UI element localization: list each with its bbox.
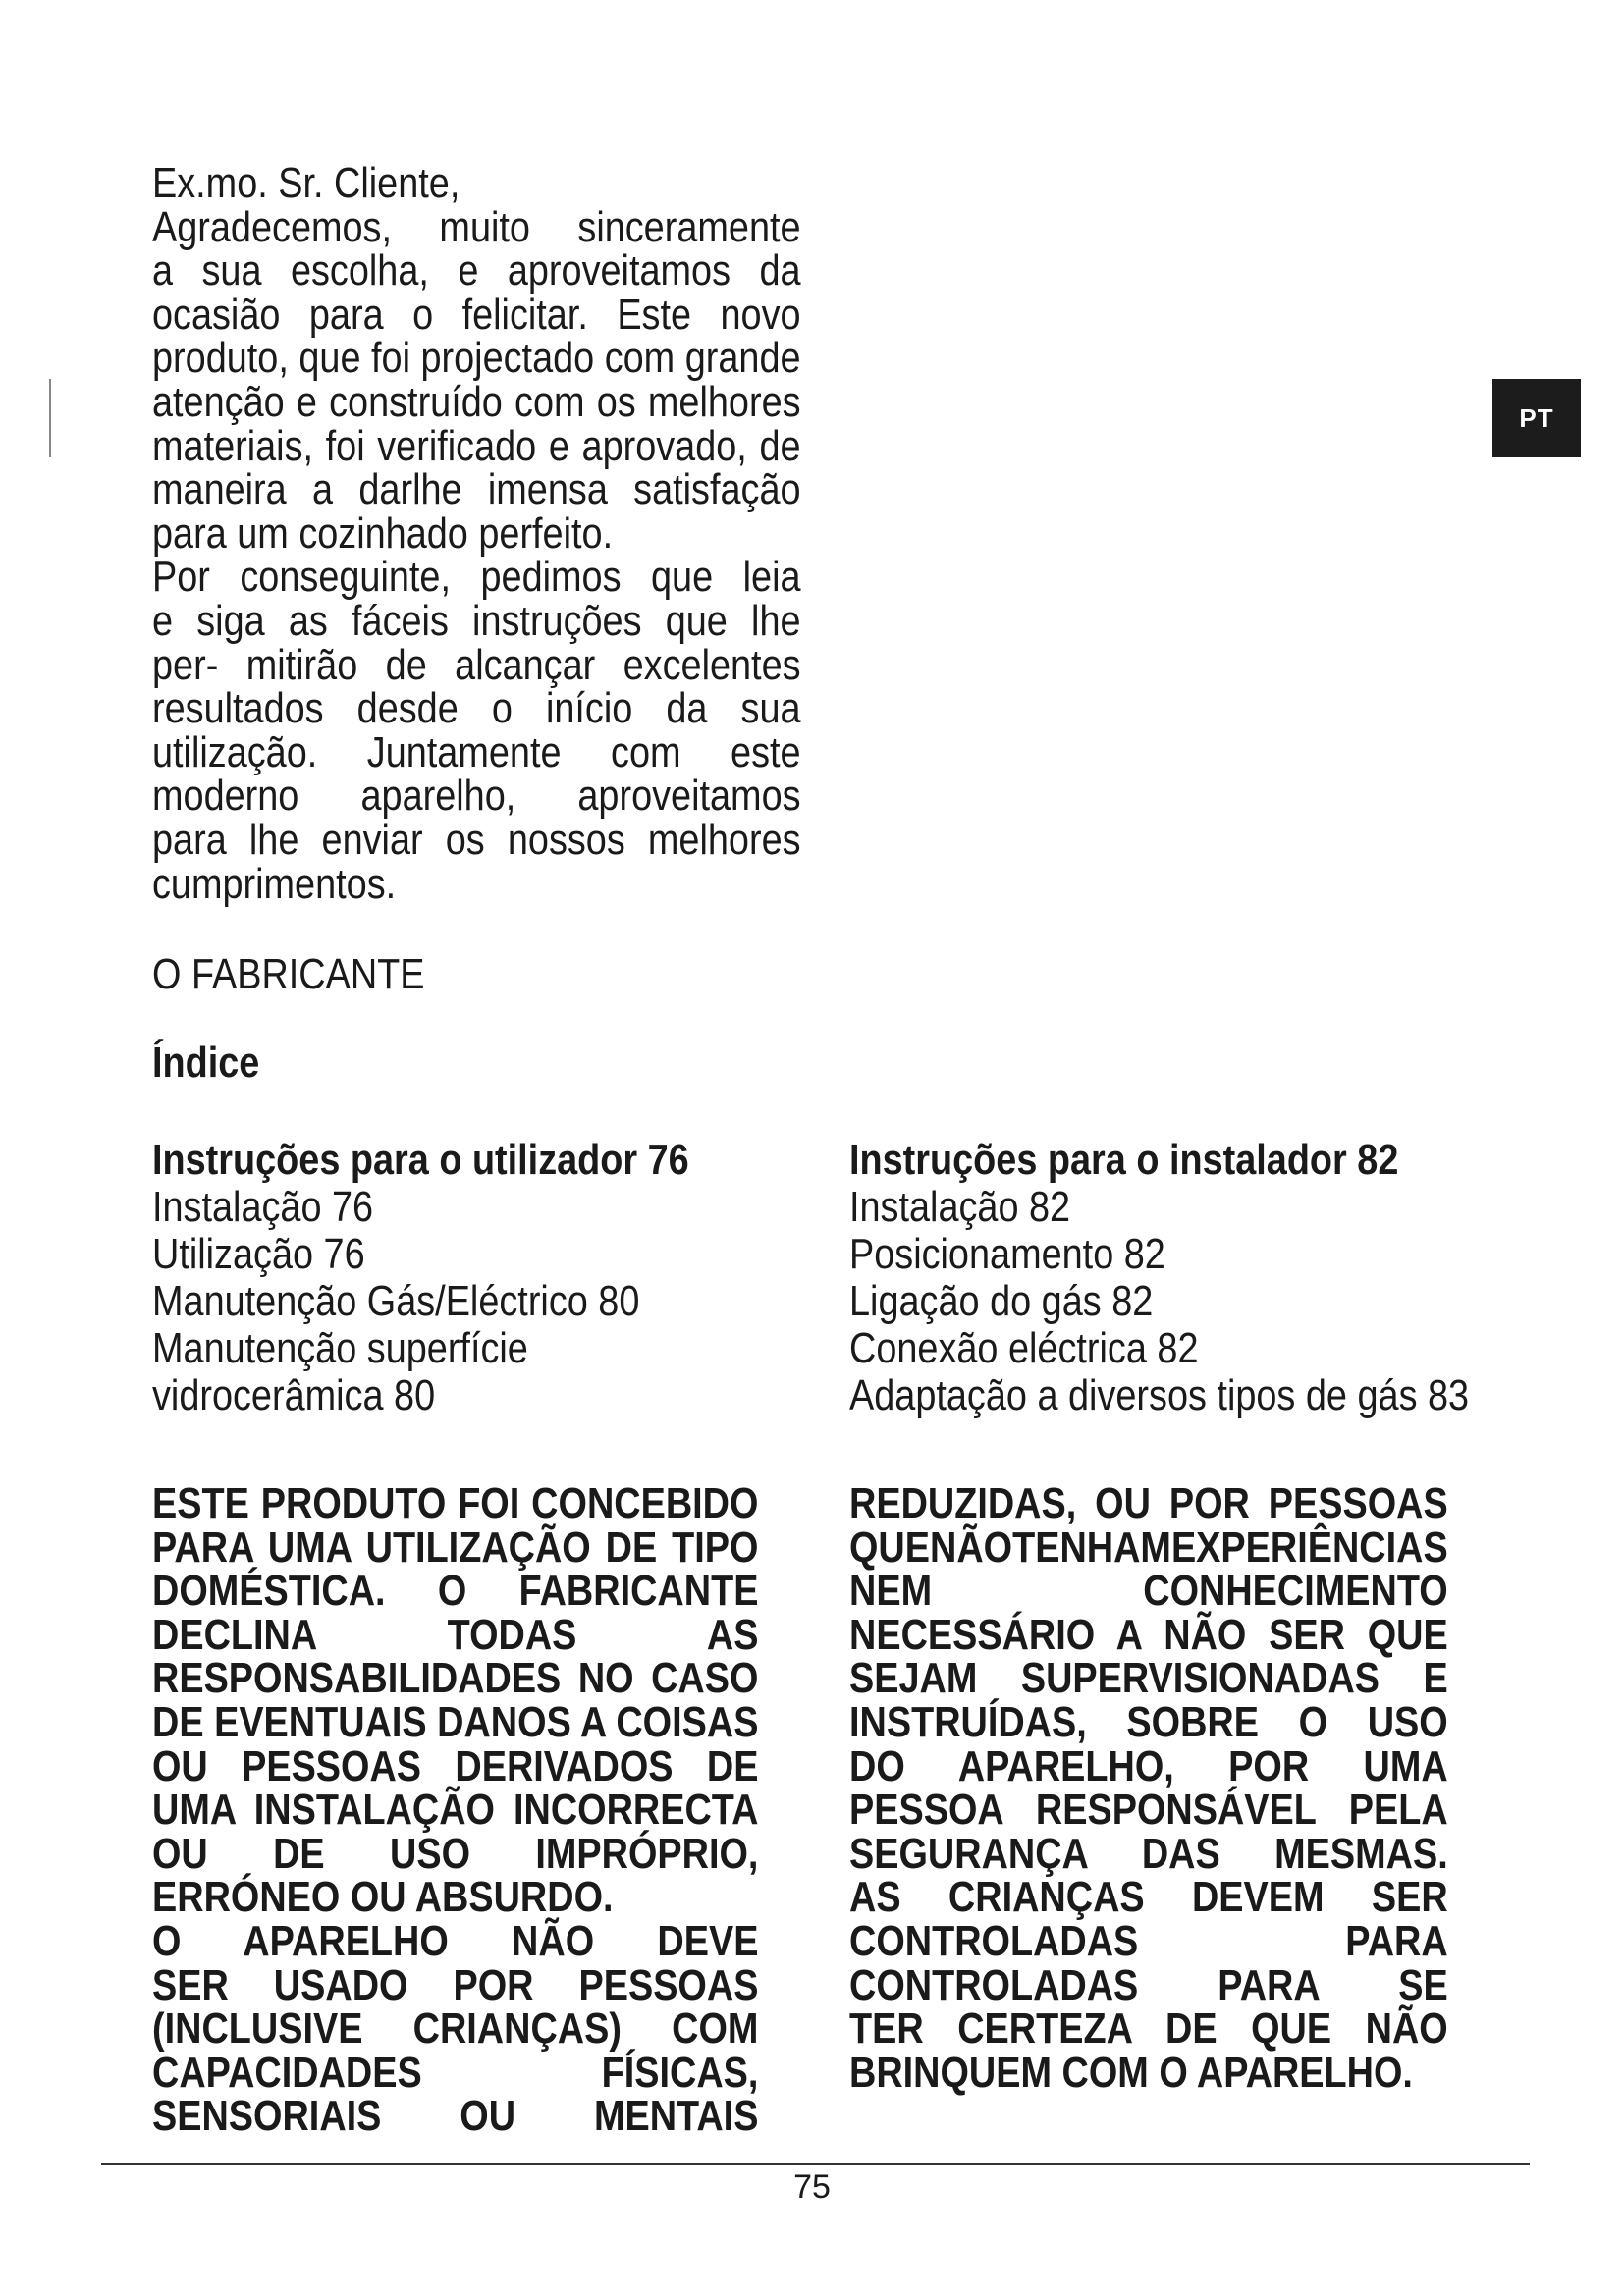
warning-line: TER CERTEZA DE QUE NÃO bbox=[849, 2004, 1448, 2054]
warning-line: NECESSÁRIO A NÃO SER QUE bbox=[849, 1610, 1448, 1659]
warning-line: AS CRIANÇAS DEVEM SER bbox=[849, 1873, 1448, 1922]
toc-item: Instalação 82 bbox=[849, 1183, 1071, 1231]
intro-letter bbox=[152, 159, 880, 908]
warning-line: DE EVENTUAIS DANOS A COISAS bbox=[152, 1697, 759, 1746]
warning-line: SER USADO POR PESSOAS bbox=[152, 1960, 759, 2009]
intro-line: resultados desde o início da sua bbox=[152, 684, 801, 733]
intro-line: Ex.mo. Sr. Cliente, bbox=[152, 159, 460, 207]
safety-warning-right bbox=[849, 1479, 1624, 2097]
safety-warning-right-text bbox=[849, 1479, 1448, 2097]
index-title-text: Índice bbox=[152, 1039, 260, 1087]
warning-line: DOMÉSTICA. O FABRICANTE bbox=[152, 1567, 759, 1616]
warning-line: CONTROLADAS PARA SE bbox=[849, 1960, 1448, 2009]
toc-user-list bbox=[152, 1137, 689, 1419]
intro-line: e siga as fáceis instruções que lhe bbox=[152, 596, 801, 645]
index-title bbox=[152, 1039, 277, 1088]
intro-line: a sua escolha, e aproveitamos da bbox=[152, 246, 801, 295]
toc-item: vidrocerâmica 80 bbox=[152, 1371, 436, 1419]
intro-line: produto, que foi projectado com grande bbox=[152, 334, 801, 383]
language-tab-label: PT bbox=[1519, 402, 1554, 433]
warning-line: CAPACIDADES FÍSICAS, bbox=[152, 2048, 759, 2097]
warning-line: REDUZIDAS, OU POR PESSOAS bbox=[849, 1479, 1448, 1527]
intro-text bbox=[152, 159, 801, 908]
intro-line: materiais, foi verificado e aprovado, de bbox=[152, 421, 801, 470]
warning-line: SENSORIAIS OU MENTAIS bbox=[152, 2092, 759, 2141]
toc-installer-list bbox=[849, 1137, 1469, 1419]
warning-line: PESSOA RESPONSÁVEL PELA bbox=[849, 1786, 1448, 1835]
warning-line: DECLINA TODAS AS bbox=[152, 1610, 759, 1659]
intro-line: moderno aparelho, aproveitamos bbox=[152, 772, 801, 821]
intro-line: ocasião para o felicitar. Este novo bbox=[152, 290, 801, 339]
language-tab bbox=[1492, 379, 1581, 457]
warning-line: SEJAM SUPERVISIONADAS E bbox=[849, 1654, 1448, 1703]
warning-line: QUENÃOTENHAMEXPERIÊNCIAS bbox=[849, 1522, 1448, 1572]
toc-item: Utilização 76 bbox=[152, 1230, 365, 1278]
toc-item: Instalação 76 bbox=[152, 1183, 374, 1231]
warning-line: (INCLUSIVE CRIANÇAS) COM bbox=[152, 2004, 759, 2054]
warning-line: OU PESSOAS DERIVADOS DE bbox=[152, 1741, 759, 1790]
intro-line: para lhe enviar os nossos melhores bbox=[152, 815, 801, 864]
warning-line: OU DE USO IMPRÓPRIO, bbox=[152, 1829, 759, 1878]
toc-item: Conexão eléctrica 82 bbox=[849, 1324, 1199, 1372]
footer-rule bbox=[101, 2163, 1530, 2165]
intro-line: utilização. Juntamente com este bbox=[152, 727, 801, 776]
toc-installer bbox=[849, 1137, 1556, 1419]
warning-line: NEM CONHECIMENTO bbox=[849, 1567, 1448, 1616]
safety-warning-left-text bbox=[152, 1479, 759, 2141]
signature bbox=[152, 950, 469, 999]
toc-installer-heading: Instruções para o instalador 82 bbox=[849, 1136, 1399, 1184]
warning-line: O APARELHO NÃO DEVE bbox=[152, 1916, 759, 1965]
warning-line: DO APARELHO, POR UMA bbox=[849, 1741, 1448, 1790]
intro-line: per- mitirão de alcançar excelentes bbox=[152, 640, 801, 689]
warning-line: ESTE PRODUTO FOI CONCEBIDO bbox=[152, 1479, 759, 1527]
signature-text: O FABRICANTE bbox=[152, 950, 425, 998]
toc-user bbox=[152, 1137, 859, 1419]
toc-item: Manutenção superfície bbox=[152, 1324, 528, 1372]
toc-item: Posicionamento 82 bbox=[849, 1230, 1165, 1278]
warning-line: PARA UMA UTILIZAÇÃO DE TIPO bbox=[152, 1522, 759, 1572]
intro-line: Por conseguinte, pedimos que leia bbox=[152, 553, 801, 602]
margin-mark bbox=[49, 379, 51, 457]
intro-line: para um cozinhado perfeito. bbox=[152, 508, 614, 558]
toc-item: Adaptação a diversos tipos de gás 83 bbox=[849, 1371, 1470, 1419]
warning-line: UMA INSTALAÇÃO INCORRECTA bbox=[152, 1786, 759, 1835]
warning-line: RESPONSABILIDADES NO CASO bbox=[152, 1654, 759, 1703]
warning-line: BRINQUEM COM O APARELHO. bbox=[849, 2048, 1413, 2097]
intro-line: Agradecemos, muito sinceramente bbox=[152, 202, 801, 251]
warning-line: SEGURANÇA DAS MESMAS. bbox=[849, 1829, 1448, 1878]
toc-user-heading: Instruções para o utilizador 76 bbox=[152, 1136, 689, 1184]
toc-item: Manutenção Gás/Eléctrico 80 bbox=[152, 1277, 640, 1325]
page-number: 75 bbox=[793, 2168, 831, 2206]
warning-line: INSTRUÍDAS, SOBRE O USO bbox=[849, 1697, 1448, 1746]
intro-line: maneira a darlhe imensa satisfação bbox=[152, 465, 801, 514]
intro-line: atenção e construído com os melhores bbox=[152, 377, 801, 426]
toc-item: Ligação do gás 82 bbox=[849, 1277, 1154, 1325]
intro-line: cumprimentos. bbox=[152, 859, 397, 908]
warning-line: ERRÓNEO OU ABSURDO. bbox=[152, 1873, 614, 1922]
warning-line: CONTROLADAS PARA bbox=[849, 1916, 1448, 1965]
